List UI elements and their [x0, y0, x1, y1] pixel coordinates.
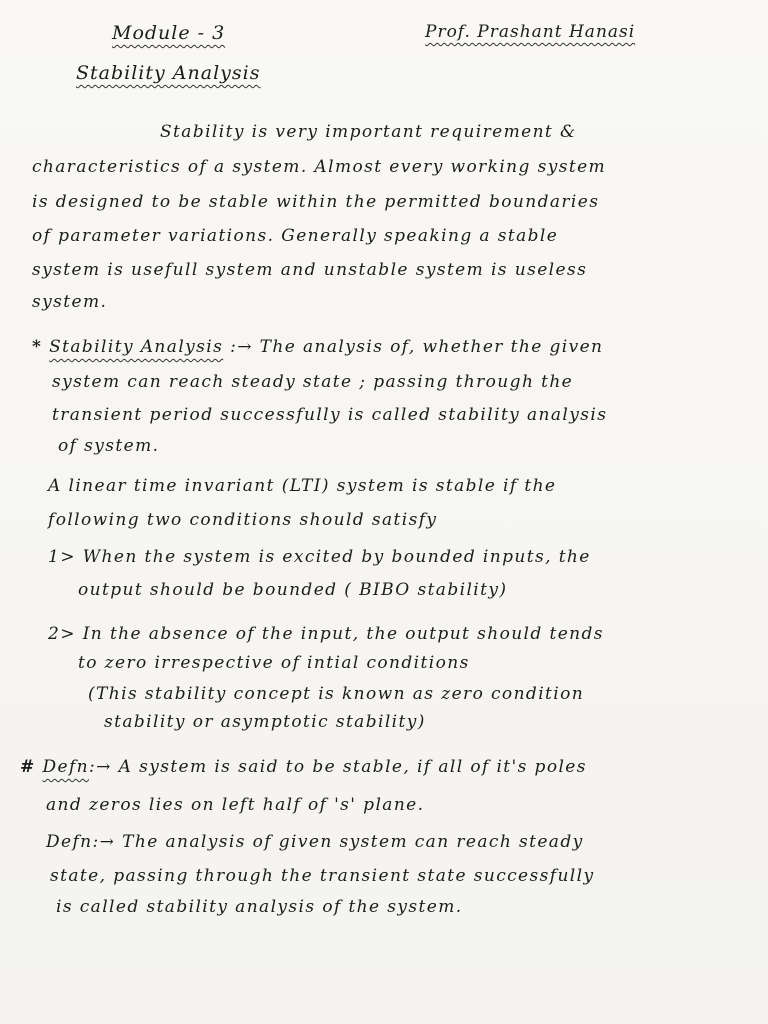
author-name: Prof. Prashant Hanasi	[425, 22, 636, 42]
condition-item	[48, 624, 604, 644]
intro-line: system.	[32, 292, 108, 312]
condition-line: (This stability concept is known as zero condition	[88, 684, 585, 704]
condition-text: In the absence of the input, the output should tends	[82, 624, 604, 644]
condition-line: stability or asymptotic stability)	[104, 712, 426, 732]
intro-line: system is usefull system and unstable system is useless	[32, 260, 588, 280]
definition-line: transient period successfully is called stability analysis	[52, 405, 608, 425]
condition-line: to zero irrespective of intial conditions	[78, 653, 470, 673]
stability-analysis-heading	[32, 337, 603, 357]
definition-line: state, passing through the transient state successfully	[50, 866, 595, 886]
module-heading: Module - 3	[112, 22, 226, 44]
condition-line: output should be bounded ( BIBO stability)	[78, 580, 508, 600]
definition-text: The analysis of given system can reach steady	[122, 832, 584, 852]
intro-line: Stability is very important requirement &	[160, 122, 577, 142]
hash-bullet: #	[20, 757, 36, 777]
condition-text: When the system is excited by bounded inputs, the	[82, 547, 591, 567]
lti-line: A linear time invariant (LTI) system is stable if the	[48, 476, 557, 496]
asterisk-bullet: *	[32, 337, 43, 357]
defn-label: Defn	[42, 757, 89, 777]
intro-line: characteristics of a system. Almost every working system	[32, 157, 607, 177]
page-title: Stability Analysis	[76, 62, 261, 84]
lti-line: following two conditions should satisfy	[48, 510, 438, 530]
condition-item	[48, 547, 591, 567]
definition-line: and zeros lies on left half of 's' plane.	[46, 795, 425, 815]
definition-line: is called stability analysis of the system.	[56, 897, 463, 917]
definition-text: A system is said to be stable, if all of it's poles	[118, 757, 587, 777]
intro-line: is designed to be stable within the permitted boundaries	[32, 192, 600, 212]
condition-marker: 2>	[48, 624, 76, 644]
definition-item	[46, 832, 584, 852]
definition-item	[20, 757, 587, 777]
arrow-symbol: :→	[230, 337, 253, 357]
definition-line: of system.	[58, 436, 160, 456]
arrow-symbol: :→	[89, 757, 112, 777]
condition-marker: 1>	[48, 547, 76, 567]
definition-line: system can reach steady state ; passing through the	[52, 372, 574, 392]
intro-line: of parameter variations. Generally speaking a stable	[32, 226, 559, 246]
arrow-symbol: :→	[92, 832, 116, 852]
definition-text: The analysis of, whether the given	[259, 337, 604, 357]
term-label: Stability Analysis	[49, 337, 224, 357]
defn-label: Defn	[46, 832, 93, 852]
